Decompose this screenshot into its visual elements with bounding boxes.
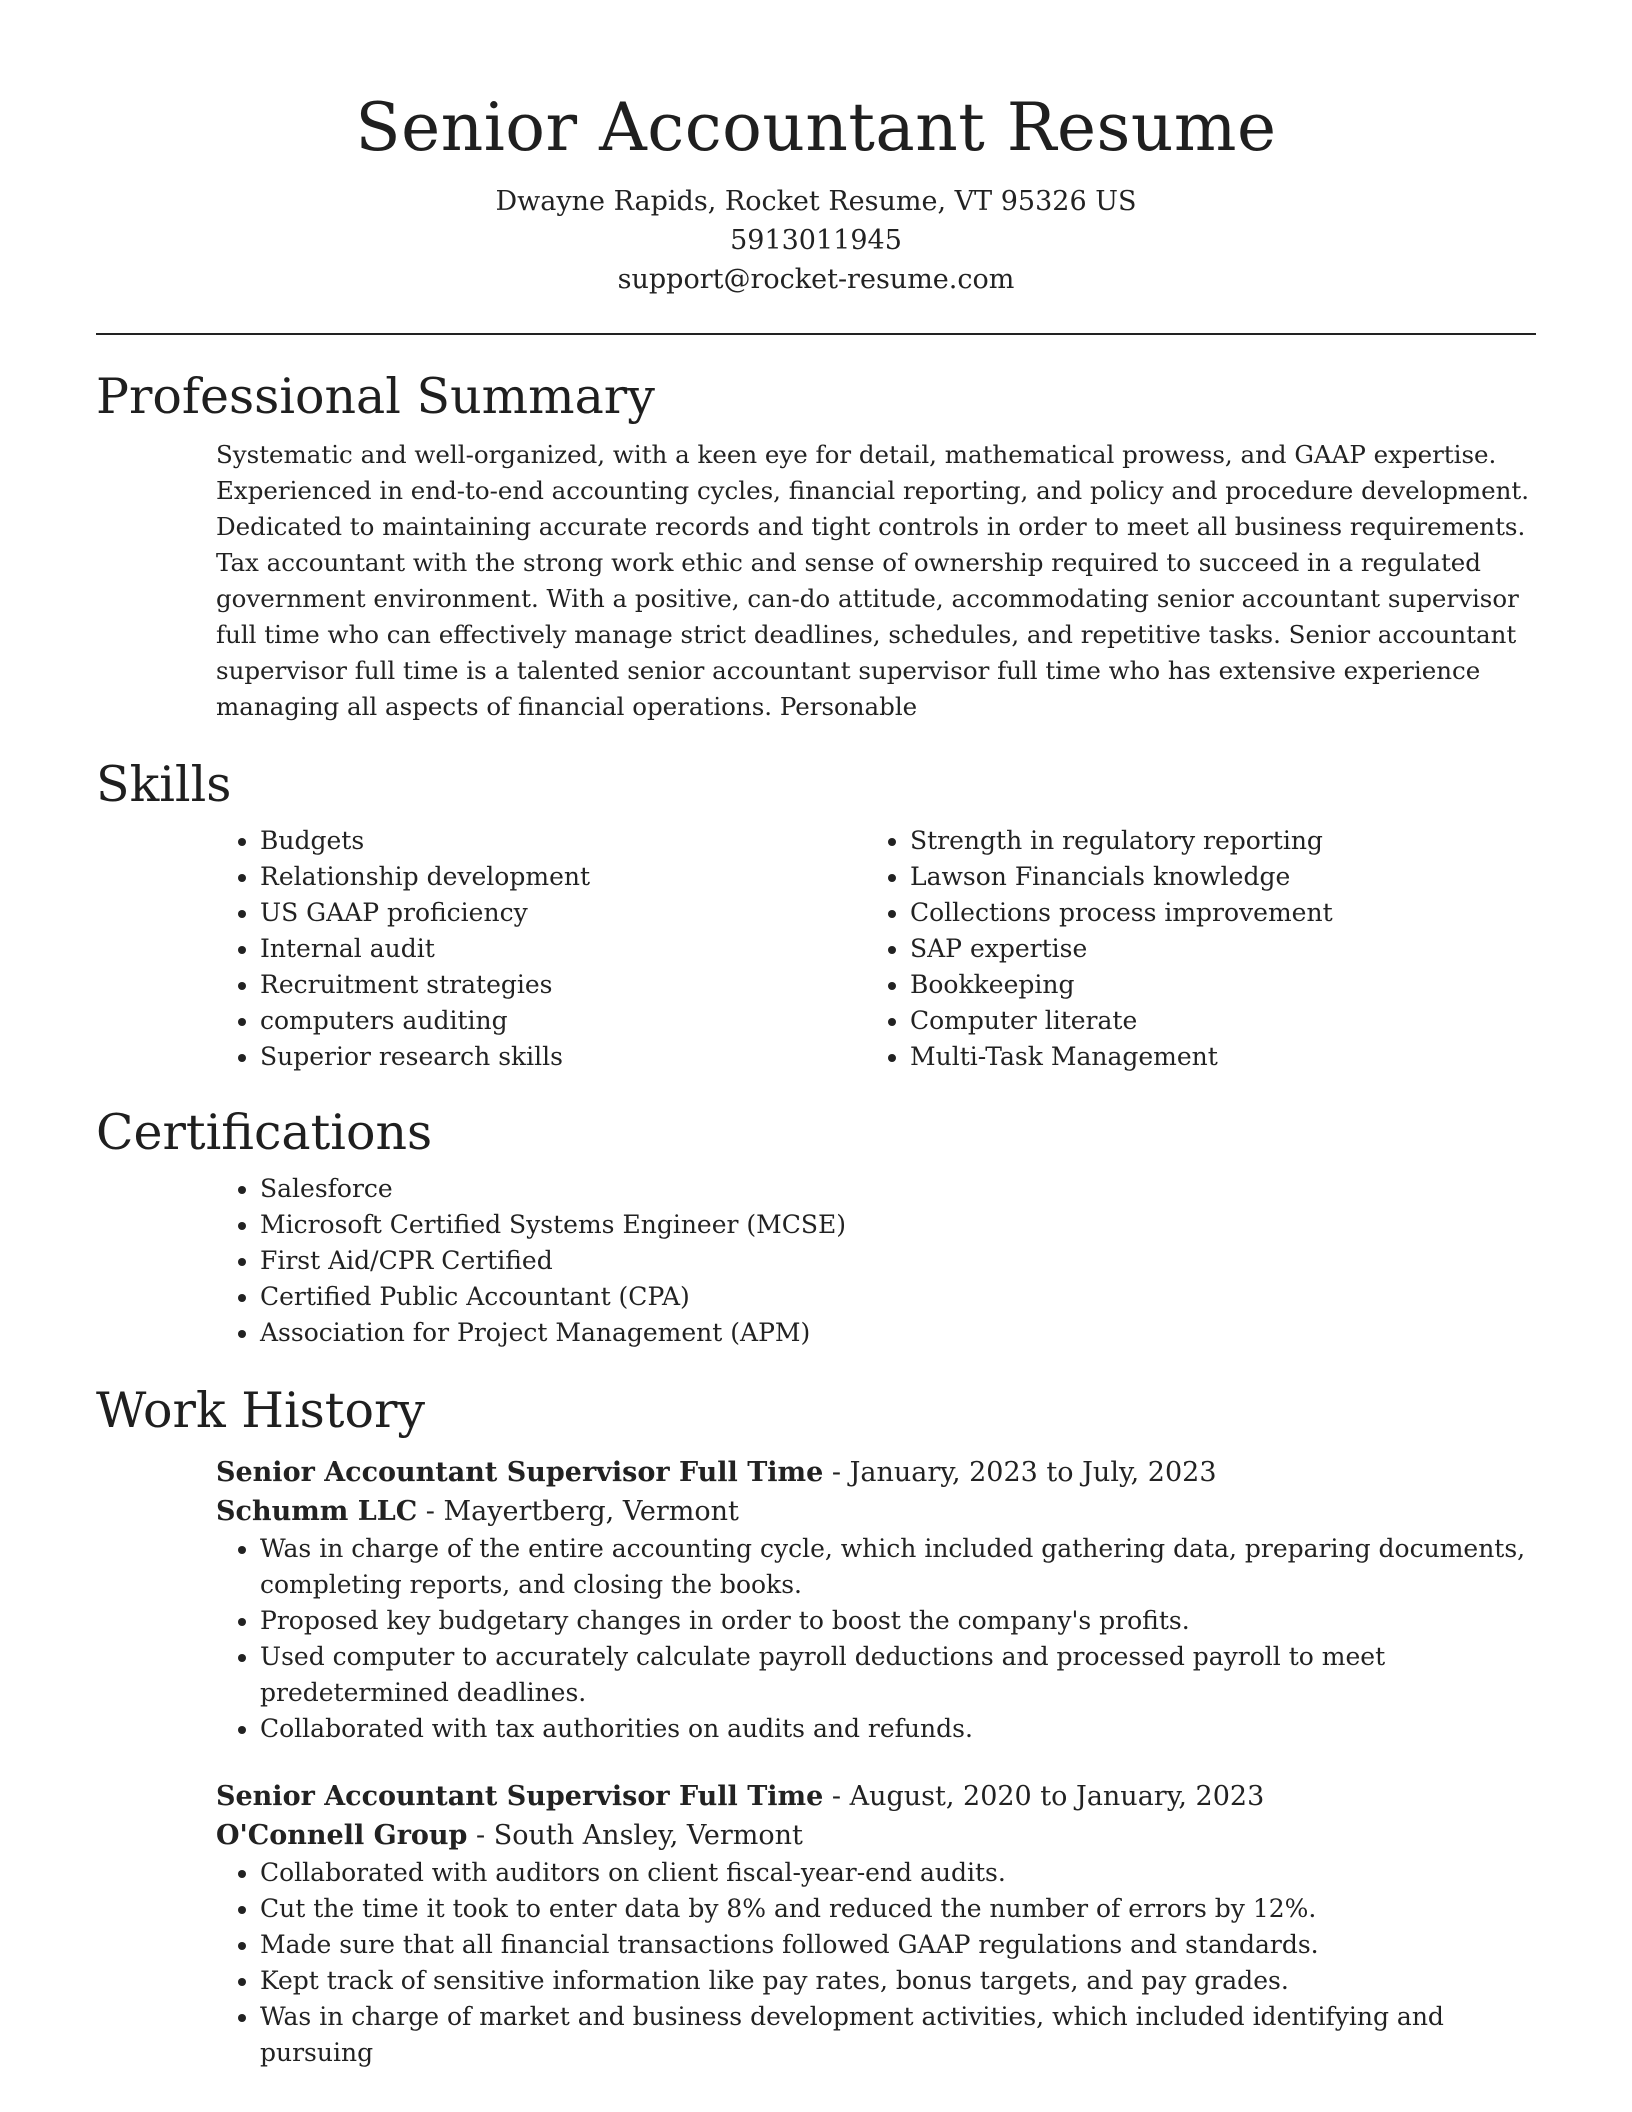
job-company-line xyxy=(216,1492,1536,1531)
job-dates: - August, 2020 to January, 2023 xyxy=(823,1781,1265,1812)
summary-text: Systematic and well-organized, with a keen eye for detail, mathematical prowess, and GAAP expertise. Experienced in end-to-end accounting cycles, financial reporting, and policy and procedure development. Dedicated to maintaining accurate records and tight controls in order to meet all business requirements. Tax accountant with the strong work ethic and sense of ownership required to succeed in a regulated government environment. With a positive, can-do attitude, accommodating senior accountant supervisor full time who can effectively manage strict deadlines, schedules, and repetitive tasks. Senior accountant supervisor full time is a talented senior accountant supervisor full time who has extensive experience managing all aspects of financial operations. Personable xyxy=(216,440,1530,721)
skill-item: • Bookkeeping xyxy=(910,967,1516,1003)
work-history-heading: Work History xyxy=(96,1382,426,1439)
job-company: O'Connell Group xyxy=(216,1820,468,1851)
job-location: - Mayertberg, Vermont xyxy=(417,1496,739,1527)
certification-item: • Association for Project Management (APM) xyxy=(260,1315,1536,1351)
skill-item: • Relationship development xyxy=(260,859,866,895)
job-location: - South Ansley, Vermont xyxy=(467,1820,803,1851)
header-divider xyxy=(96,333,1536,335)
skill-item: • US GAAP proficiency xyxy=(260,895,866,931)
work-history-section xyxy=(96,1379,1536,2071)
skill-item: • Budgets xyxy=(260,823,866,859)
skill-item: • SAP expertise xyxy=(910,931,1516,967)
skill-item: • Multi-Task Management xyxy=(910,1039,1516,1075)
skills-column-left xyxy=(216,823,866,1075)
job-bullet: • Collaborated with tax authorities on audits and refunds. xyxy=(260,1711,1536,1747)
job-title-line xyxy=(216,1777,1536,1816)
job-title-line xyxy=(216,1453,1536,1492)
certifications-heading: Certifications xyxy=(96,1104,433,1161)
job-entry xyxy=(216,1777,1536,2071)
job-entry xyxy=(216,1453,1536,1747)
job-bullet: • Was in charge of the entire accounting cycle, which included gathering data, preparing documents, completing reports, and closing the books. xyxy=(260,1531,1536,1603)
skills-section xyxy=(96,753,1536,1075)
job-bullet: • Kept track of sensitive information like pay rates, bonus targets, and pay grades. xyxy=(260,1963,1536,1999)
job-bullet: • Cut the time it took to enter data by 8% and reduced the number of errors by 12%. xyxy=(260,1891,1536,1927)
resume-header xyxy=(96,0,1536,299)
skill-item: • Collections process improvement xyxy=(910,895,1516,931)
certification-item: • First Aid/CPR Certified xyxy=(260,1243,1536,1279)
skills-heading: Skills xyxy=(96,756,232,813)
job-bullet: • Used computer to accurately calculate payroll deductions and processed payroll to meet predetermined deadlines. xyxy=(260,1639,1536,1711)
job-bullet: • Made sure that all financial transactions followed GAAP regulations and standards. xyxy=(260,1927,1536,1963)
certification-item: • Certified Public Accountant (CPA) xyxy=(260,1279,1536,1315)
summary-heading: Professional Summary xyxy=(96,368,655,425)
job-title: Senior Accountant Supervisor Full Time xyxy=(216,1781,824,1812)
resume-page xyxy=(96,0,1536,2071)
job-company: Schumm LLC xyxy=(216,1496,418,1527)
skill-item: • Internal audit xyxy=(260,931,866,967)
skill-item: • Lawson Financials knowledge xyxy=(910,859,1516,895)
certification-item: • Microsoft Certified Systems Engineer (MCSE) xyxy=(260,1207,1536,1243)
job-title: Senior Accountant Supervisor Full Time xyxy=(216,1457,824,1488)
job-bullet: • Proposed key budgetary changes in order to boost the company's profits. xyxy=(260,1603,1536,1639)
certification-item: • Salesforce xyxy=(260,1171,1536,1207)
skill-item: • Superior research skills xyxy=(260,1039,866,1075)
contact-block xyxy=(96,182,1536,299)
resume-title: Senior Accountant Resume xyxy=(355,89,1277,166)
skill-item: • Strength in regulatory reporting xyxy=(910,823,1516,859)
skills-column-right xyxy=(866,823,1516,1075)
certifications-section xyxy=(96,1101,1536,1351)
skill-item: • computers auditing xyxy=(260,1003,866,1039)
job-bullet: • Collaborated with auditors on client fiscal-year-end audits. xyxy=(260,1855,1536,1891)
contact-email: support@rocket-resume.com xyxy=(617,264,1015,295)
job-bullet: • Was in charge of market and business development activities, which included identifying and pursuing xyxy=(260,1999,1536,2071)
contact-address: Dwayne Rapids, Rocket Resume, VT 95326 US xyxy=(495,186,1137,217)
skills-grid xyxy=(216,823,1536,1075)
job-company-line xyxy=(216,1816,1536,1855)
summary-section xyxy=(96,365,1536,725)
skill-item: • Computer literate xyxy=(910,1003,1516,1039)
skill-item: • Recruitment strategies xyxy=(260,967,866,1003)
contact-phone: 5913011945 xyxy=(730,225,902,256)
job-dates: - January, 2023 to July, 2023 xyxy=(823,1457,1217,1488)
